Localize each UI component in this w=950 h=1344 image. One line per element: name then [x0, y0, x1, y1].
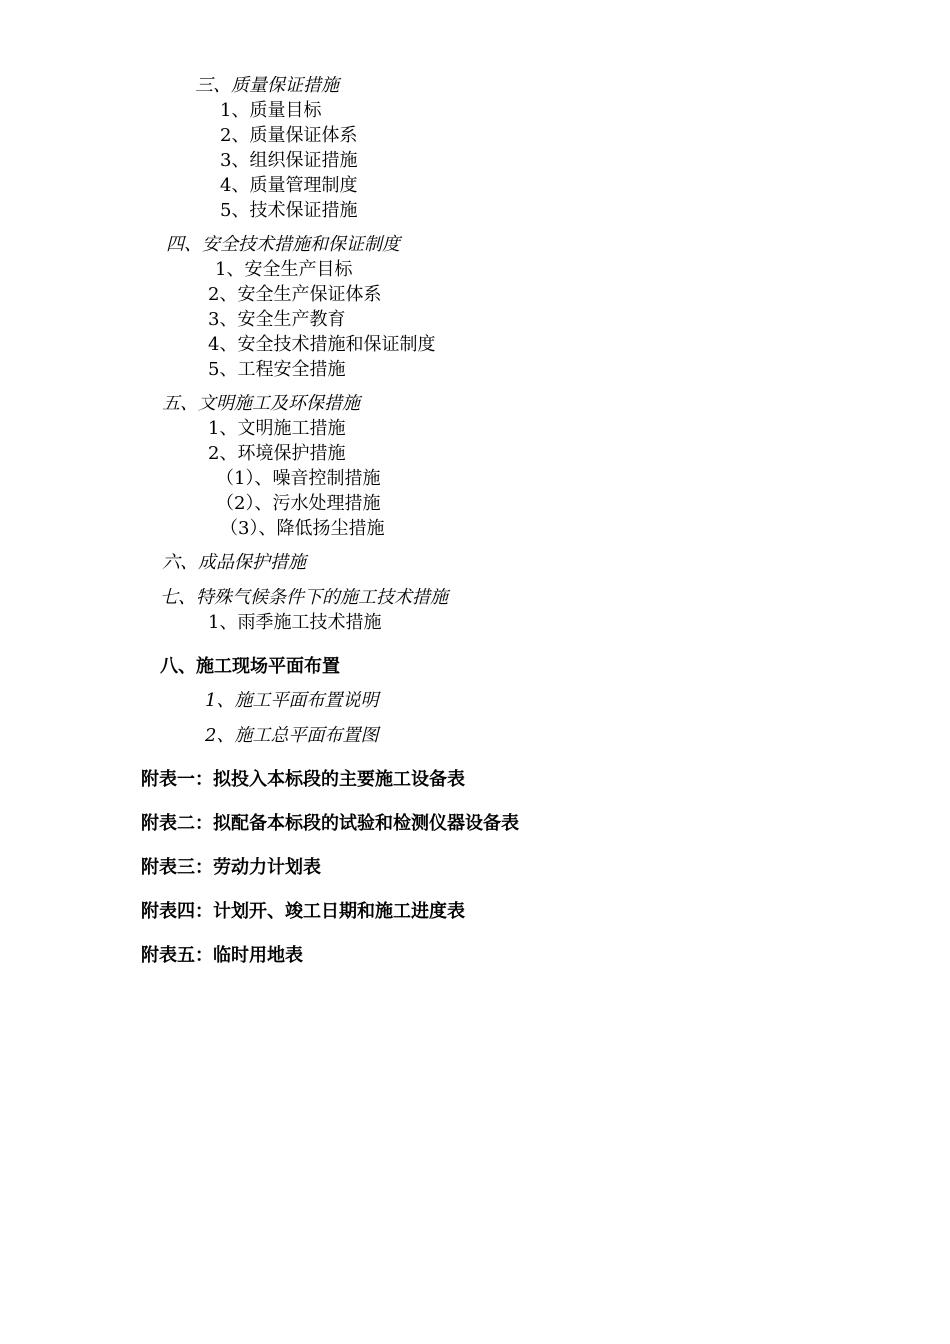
section-3-title: 三、质量保证措施: [195, 75, 339, 96]
section-4-item-5: 5、工程安全措施: [208, 359, 346, 380]
section-5-subitem-3: （3）、降低扬尘措施: [220, 518, 385, 539]
appendix-1: 附表一：拟投入本标段的主要施工设备表: [141, 769, 465, 790]
section-5-subitem-1: （1）、噪音控制措施: [216, 468, 381, 489]
appendix-5: 附表五：临时用地表: [141, 945, 303, 966]
section-4-item-1: 1、安全生产目标: [215, 259, 353, 280]
section-4-item-3: 3、安全生产教育: [208, 309, 346, 330]
section-3-item-1: 1、质量目标: [220, 100, 322, 121]
section-5-item-1: 1、文明施工措施: [208, 418, 346, 439]
section-8-title: 八、施工现场平面布置: [160, 656, 340, 677]
section-3-item-5: 5、技术保证措施: [220, 200, 358, 221]
section-3-item-4: 4、质量管理制度: [220, 175, 358, 196]
section-8-item-2: 2、施工总平面布置图: [205, 725, 379, 746]
appendix-3: 附表三：劳动力计划表: [141, 857, 321, 878]
section-4-item-4: 4、安全技术措施和保证制度: [208, 334, 436, 355]
section-7-title: 七、特殊气候条件下的施工技术措施: [160, 587, 448, 608]
appendix-4: 附表四：计划开、竣工日期和施工进度表: [141, 901, 465, 922]
section-8-item-1: 1、施工平面布置说明: [205, 690, 379, 711]
section-6-title: 六、成品保护措施: [162, 552, 306, 573]
section-7-item-1: 1、雨季施工技术措施: [208, 612, 382, 633]
section-3-item-3: 3、组织保证措施: [220, 150, 358, 171]
section-4-title: 四、安全技术措施和保证制度: [166, 234, 400, 255]
section-5-subitem-2: （2）、污水处理措施: [216, 493, 381, 514]
appendix-2: 附表二：拟配备本标段的试验和检测仪器设备表: [141, 813, 519, 834]
section-5-item-2: 2、环境保护措施: [208, 443, 346, 464]
section-5-title: 五、文明施工及环保措施: [162, 393, 360, 414]
section-4-item-2: 2、安全生产保证体系: [208, 284, 382, 305]
section-3-item-2: 2、质量保证体系: [220, 125, 358, 146]
